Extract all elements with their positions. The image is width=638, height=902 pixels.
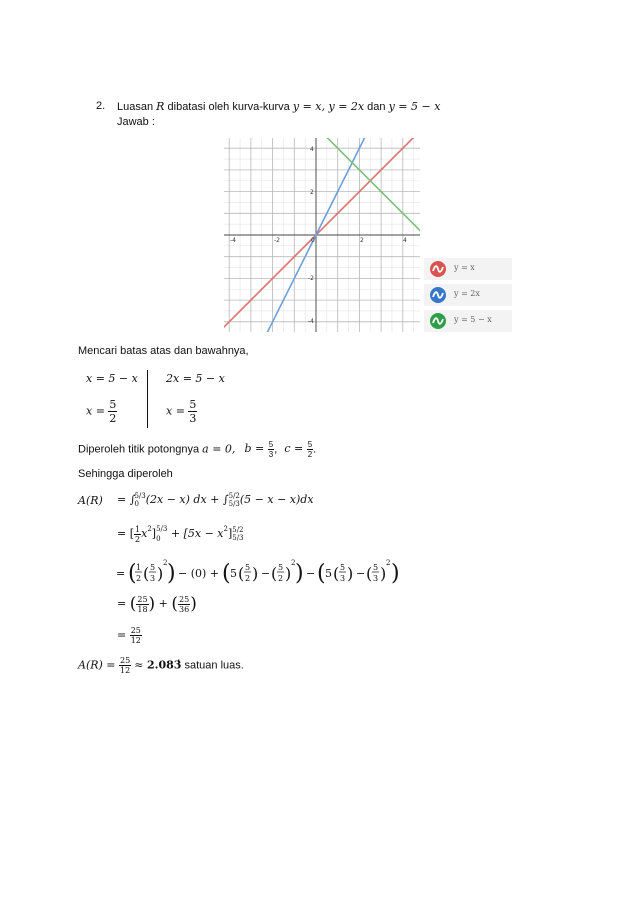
svg-text:3: 3 [340,574,346,583]
svg-text:5: 5 [340,563,346,572]
svg-text:2: 2 [245,574,251,583]
svg-text:5: 5 [230,567,237,580]
svg-text:): ) [347,564,354,583]
equation: 2x = 5 − x [166,372,225,385]
svg-text:− (0) +: − (0) + [178,567,220,580]
svg-text:5: 5 [325,567,332,580]
svg-text:(: ( [238,564,245,583]
desmos-curve-icon [430,313,446,329]
answer-label: Jawab : [117,116,155,128]
svg-text:−: − [306,567,316,580]
fraction-result: = $\frac{25}{12}$ [117,626,141,645]
intersection-line: Diperoleh titik potongnya a = 0, b = $\frac{5}{3}$ , c = $\frac{5}{2}$ . [78,440,317,459]
svg-text:): ) [391,561,400,586]
svg-text:(: ( [333,564,340,583]
svg-text:5: 5 [245,563,251,572]
legend-item[interactable]: y = x [424,258,512,281]
x-tick-label: 4 [403,237,407,244]
svg-text:2: 2 [291,559,296,567]
svg-text:2: 2 [278,574,284,583]
final-answer: A(R) = $\frac{25}{12}$ ≈ 2.083̇ satuan luas. [78,656,244,675]
integral-expression: = ∫ 5/3 0 (2x − x) dx + ∫ 5/2 5/3 (5 − x − x)dx [117,492,314,508]
problem-number: 2. [96,100,106,112]
svg-text:5: 5 [150,563,156,572]
desmos-curve-icon [430,261,446,277]
svg-text:2: 2 [386,559,391,567]
svg-text:): ) [380,564,387,583]
y-tick-label: 4 [310,146,314,153]
x-tick-label: -4 [230,237,236,244]
svg-text:−: − [261,567,271,580]
equation: x = 5 − x [86,372,138,385]
svg-text:): ) [167,561,176,586]
svg-text:=: = [116,567,126,580]
svg-text:): ) [295,561,304,586]
result-heading: Sehingga diperoleh [78,468,173,480]
section-heading: Mencari batas atas dan bawahnya, [78,345,249,357]
svg-text:1: 1 [136,563,142,572]
svg-text:(: ( [317,561,326,586]
svg-text:(: ( [366,564,373,583]
x-tick-label: 2 [360,237,364,244]
legend-item[interactable]: y = 2x [424,284,512,307]
area-lhs: A(R) [78,494,103,507]
svg-text:(: ( [128,561,137,586]
legend-item[interactable]: y = 5 − x [424,310,512,333]
svg-text:): ) [252,564,259,583]
svg-text:3: 3 [373,574,379,583]
svg-text:5: 5 [373,563,379,572]
divider [147,370,148,428]
svg-text:(: ( [143,564,150,583]
svg-text:2: 2 [163,559,168,567]
svg-text:−: − [356,567,366,580]
svg-text:2: 2 [136,574,142,583]
equation: x = $\frac{5}{3}$ [166,398,197,425]
equation: x = $\frac{5}{2}$ [86,398,117,425]
simplified-expression: = ( $\frac{25}{18}$ ) + ( $\frac{25}{36}$ ) [117,594,197,614]
x-tick-label: 0 [311,237,315,244]
evaluation-expression [114,556,444,590]
desmos-curve-icon [430,287,446,303]
y-tick-label: 2 [310,189,314,196]
svg-text:): ) [285,564,292,583]
svg-text:5: 5 [278,563,284,572]
antiderivative-expression: = [ $\frac{1}{2}$ $x^2$] 5/3 0 + $[5x - x^2]$ 5/2 5/3 [117,524,244,544]
svg-text:3: 3 [150,574,156,583]
graph [224,138,420,332]
x-tick-label: -2 [274,237,280,244]
svg-text:(: ( [222,561,231,586]
y-tick-label: -4 [308,318,314,325]
svg-text:): ) [157,564,164,583]
problem-statement: Luasan R dibatasi oleh kurva-kurva y = x, y = 2x dan y = 5 − x [117,100,441,113]
svg-text:(: ( [271,564,278,583]
y-tick-label: -2 [308,275,314,282]
